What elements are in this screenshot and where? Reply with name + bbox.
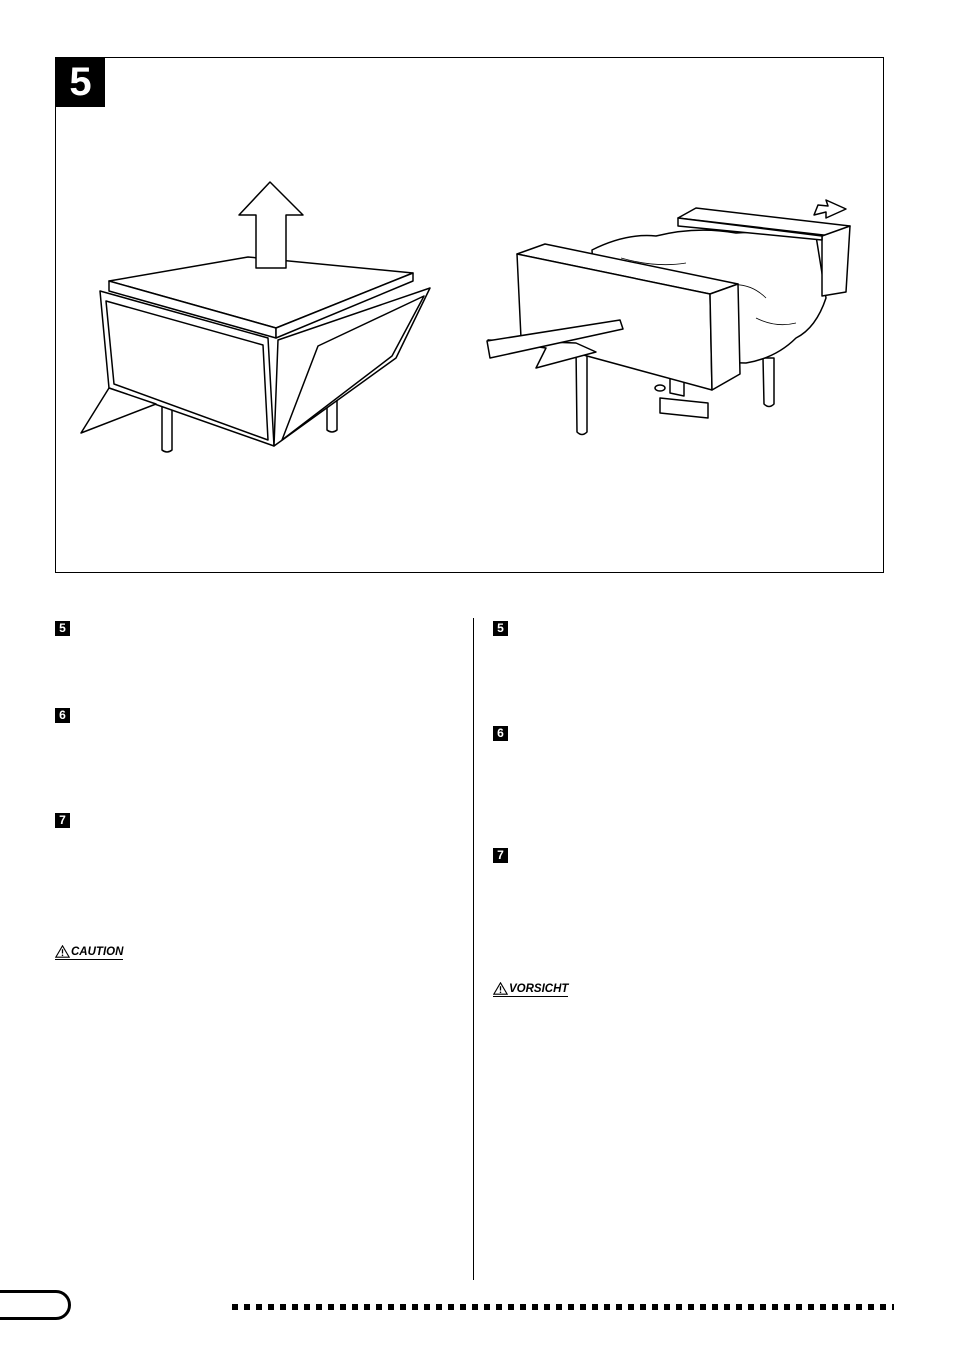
caution-label-right: [493, 982, 568, 997]
caution-label-left: [55, 945, 123, 960]
step-6-badge-left: 6: [55, 708, 70, 723]
piano-packing-removal-illustration: [487, 200, 850, 435]
step-7-badge-left: 7: [55, 813, 70, 828]
piano-box-lift-illustration: [81, 182, 430, 452]
dotted-rule: [232, 1304, 894, 1310]
step-5-badge-left: 5: [55, 621, 70, 636]
caution-text: CAUTION: [71, 945, 124, 958]
assembly-illustration: [56, 58, 885, 574]
step-5-badge-right: 5: [493, 621, 508, 636]
figure-frame: [55, 57, 884, 573]
figure-step-badge: 5: [56, 58, 105, 107]
step-6-badge-right: 6: [493, 726, 508, 741]
page-tab-icon: [0, 1290, 71, 1320]
column-divider: [473, 618, 474, 1280]
warning-triangle-icon: [493, 982, 508, 995]
vorsicht-text: VORSICHT: [509, 982, 569, 995]
step-7-badge-right: 7: [493, 848, 508, 863]
warning-triangle-icon: [55, 945, 70, 958]
